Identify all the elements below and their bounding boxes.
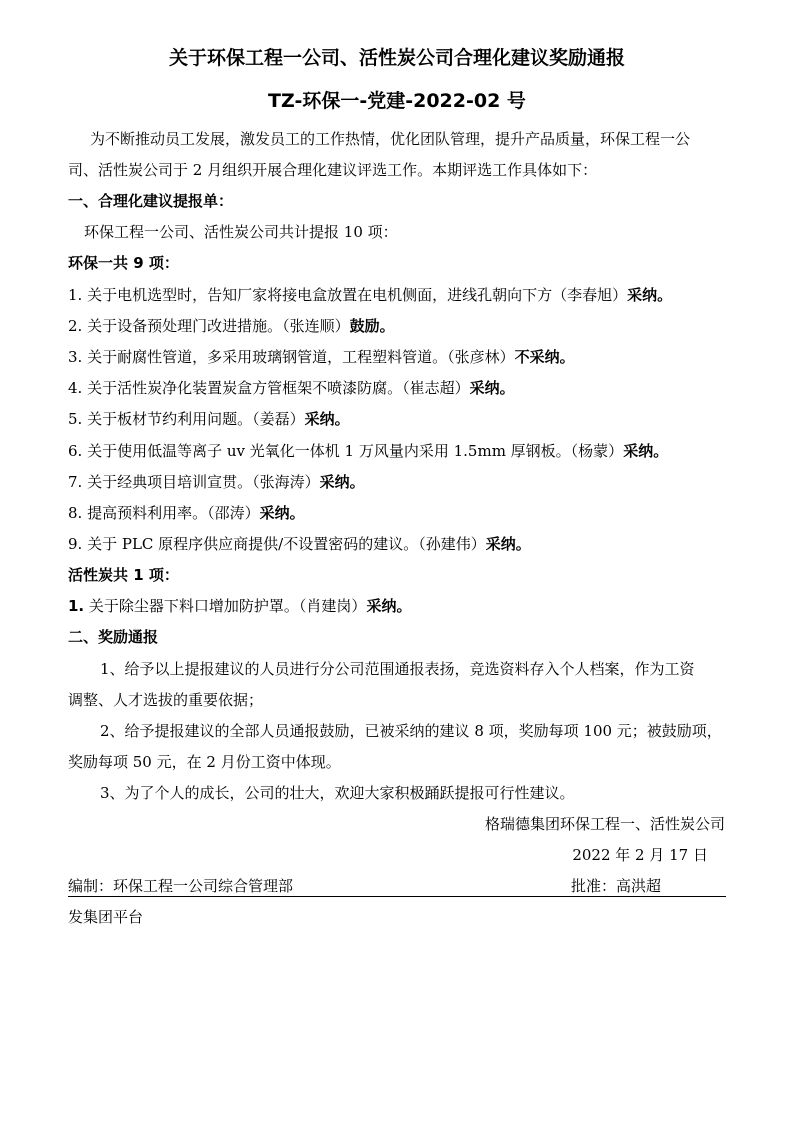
item-result: 采纳。 (259, 504, 305, 522)
list-item (68, 347, 575, 367)
item-text: 关于板材节约利用问题。（姜磊） (87, 410, 305, 428)
document-title: 关于环保工程一公司、活性炭公司合理化建议奖励通报 (168, 47, 625, 69)
list-item (68, 441, 668, 461)
item-number: 9. (68, 535, 83, 553)
reward-2-line-1: 2、给予提报建议的全部人员通报鼓励，已被采纳的建议 8 项，奖励每项 100 元；被鼓励项， (100, 722, 722, 740)
item-text: 关于活性炭净化装置炭盒方管框架不喷漆防腐。（崔志超） (87, 379, 470, 397)
item-result: 采纳。 (623, 442, 669, 460)
item-text: 关于除尘器下料口增加防护罩。（肖建岗） (88, 597, 367, 615)
list-item (68, 409, 350, 429)
document-number: TZ-环保一-党建-2022-02 号 (268, 90, 526, 112)
item-text: 提高预料利用率。（邵涛） (87, 504, 260, 522)
compiled-by: 编制：环保工程一公司综合管理部 (68, 877, 294, 895)
item-number: 8. (68, 504, 83, 522)
item-text: 关于 PLC 原程序供应商提供/不设置密码的建议。（孙建伟） (87, 535, 486, 553)
item-result: 采纳。 (366, 597, 412, 615)
list-item (68, 503, 305, 523)
item-text: 关于电机选型时，告知厂家将接电盒放置在电机侧面，进线孔朝向下方（李春旭） (87, 286, 628, 304)
list-item (68, 596, 411, 616)
reward-3: 3、为了个人的成长，公司的壮大，欢迎大家积极踊跃提报可行性建议。 (100, 784, 575, 802)
item-number: 4. (68, 379, 83, 397)
item-result: 采纳。 (304, 410, 350, 428)
intro-paragraph-line-2: 司、活性炭公司于 2 月组织开展合理化建议评选工作。本期评选工作具体如下： (68, 161, 598, 179)
item-text: 关于耐腐性管道，多采用玻璃钢管道，工程塑料管道。（张彦林） (87, 348, 515, 366)
item-number: 1. (68, 597, 85, 615)
reward-1-line-2: 调整、人才选拔的重要依据； (68, 691, 264, 709)
item-number: 5. (68, 410, 83, 428)
list-item (68, 534, 531, 554)
item-result: 不采纳。 (514, 348, 575, 366)
signature-date: 2022 年 2 月 17 日 (572, 846, 708, 864)
item-text: 关于经典项目培训宣贯。（张海涛） (87, 473, 320, 491)
list-item (68, 285, 672, 305)
distribution: 发集团平台 (68, 908, 144, 926)
item-result: 采纳。 (485, 535, 531, 553)
item-result: 采纳。 (627, 286, 673, 304)
section-1-summary: 环保工程一公司、活性炭公司共计提报 10 项： (84, 223, 398, 241)
approved-by: 批准：高洪超 (571, 877, 662, 895)
group-2-heading: 活性炭共 1 项： (68, 566, 179, 584)
intro-paragraph-line-1: 为不断推动员工发展，激发员工的工作热情，优化团队管理，提升产品质量，环保工程一公 (90, 130, 691, 148)
item-text: 关于使用低温等离子 uv 光氧化一体机 1 万风量内采用 1.5mm 厚钢板。（杨蒙） (87, 442, 624, 460)
item-number: 7. (68, 473, 83, 491)
item-number: 3. (68, 348, 83, 366)
reward-1-line-1: 1、给予以上提报建议的人员进行分公司范围通报表扬，竞选资料存入个人档案，作为工资 (100, 660, 695, 678)
item-number: 6. (68, 442, 83, 460)
list-item (68, 472, 365, 492)
item-number: 1. (68, 286, 83, 304)
item-result: 采纳。 (469, 379, 515, 397)
group-1-heading: 环保一共 9 项： (68, 254, 179, 272)
section-2-heading: 二、奖励通报 (68, 628, 159, 646)
list-item (68, 316, 395, 336)
item-result: 鼓励。 (349, 317, 395, 335)
item-text: 关于设备预处理门改进措施。（张连顺） (87, 317, 350, 335)
item-result: 采纳。 (319, 473, 365, 491)
section-1-heading: 一、合理化建议提报单： (68, 192, 234, 210)
list-item (68, 378, 515, 398)
item-number: 2. (68, 317, 83, 335)
reward-2-line-2: 奖励每项 50 元，在 2 月份工资中体现。 (68, 753, 341, 771)
signature-org: 格瑞德集团环保工程一、活性炭公司 (484, 815, 725, 833)
